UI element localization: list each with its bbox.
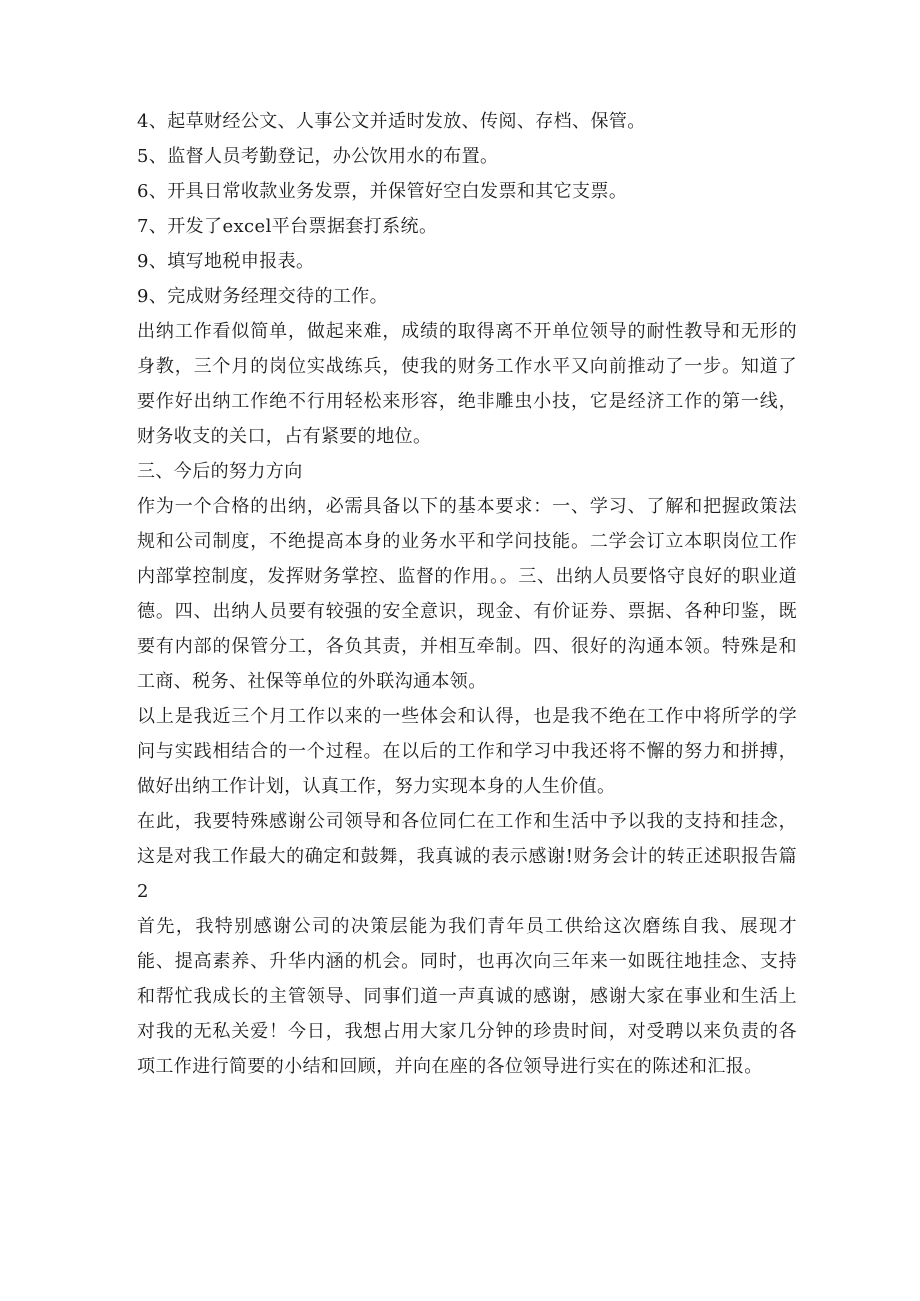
paragraph-summary: 以上是我近三个月工作以来的一些体会和认得，也是我不绝在工作中将所学的学问与实践相结合的一个过程。在以后的工作和学习中我还将不懈的努力和拼搏，做好出纳工作计划，认真工作，努力实现本身的人生价值。 xyxy=(137,706,797,797)
document-body xyxy=(137,104,797,1084)
list-item: 5、监督人员考勤登记，办公饮用水的布置。 xyxy=(137,146,499,167)
list-item: 6、开具日常收款业务发票，并保管好空白发票和其它支票。 xyxy=(137,181,628,202)
paragraph-report-2: 首先，我特别感谢公司的决策层能为我们青年员工供给这次磨练自我、展现才能、提高素养、升华内涵的机会。同时，也再次向三年来一如既往地挂念、支持和帮忙我成长的主管领导、同事们道一声真诚的感谢，感谢大家在事业和生活上对我的无私关爱！今日，我想占用大家几分钟的珍贵时间，对受聘以来负责的各项工作进行简要的小结和回顾，并向在座的各位领导进行实在的陈述和汇报。 xyxy=(137,916,797,1077)
list-item: 4、起草财经公文、人事公文并适时发放、传阅、存档、保管。 xyxy=(137,111,646,132)
list-item: 9、填写地税申报表。 xyxy=(137,251,315,272)
paragraph-requirements: 作为一个合格的出纳，必需具备以下的基本要求：一、学习、了解和把握政策法规和公司制度，不绝提高本身的业务水平和学问技能。二学会订立本职岗位工作内部掌控制度，发挥财务掌控、监督的作用。。三、出纳人员要恪守良好的职业道德。四、出纳人员要有较强的安全意识，现金、有价证券、票据、各种印鉴，既要有内部的保管分工，各负其责，并相互牵制。四、很好的沟通本领。特殊是和工商、税务、社保等单位的外联沟通本领。 xyxy=(137,496,797,692)
paragraph-thanks: 在此，我要特殊感谢公司领导和各位同仁在工作和生活中予以我的支持和挂念，这是对我工作最大的确定和鼓舞，我真诚的表示感谢!财务会计的转正述职报告篇2 xyxy=(137,811,797,902)
paragraph-cashier-work: 出纳工作看似简单，做起来难，成绩的取得离不开单位领导的耐性教导和无形的身教，三个月的岗位实战练兵，使我的财务工作水平又向前推动了一步。知道了要作好出纳工作绝不行用轻松来形容，绝非雕虫小技，它是经济工作的第一线，财务收支的关口，占有紧要的地位。 xyxy=(137,321,797,447)
list-item: 7、开发了excel平台票据套打系统。 xyxy=(137,216,438,237)
list-item: 9、完成财务经理交待的工作。 xyxy=(137,286,389,307)
section-heading: 三、今后的努力方向 xyxy=(137,461,303,482)
